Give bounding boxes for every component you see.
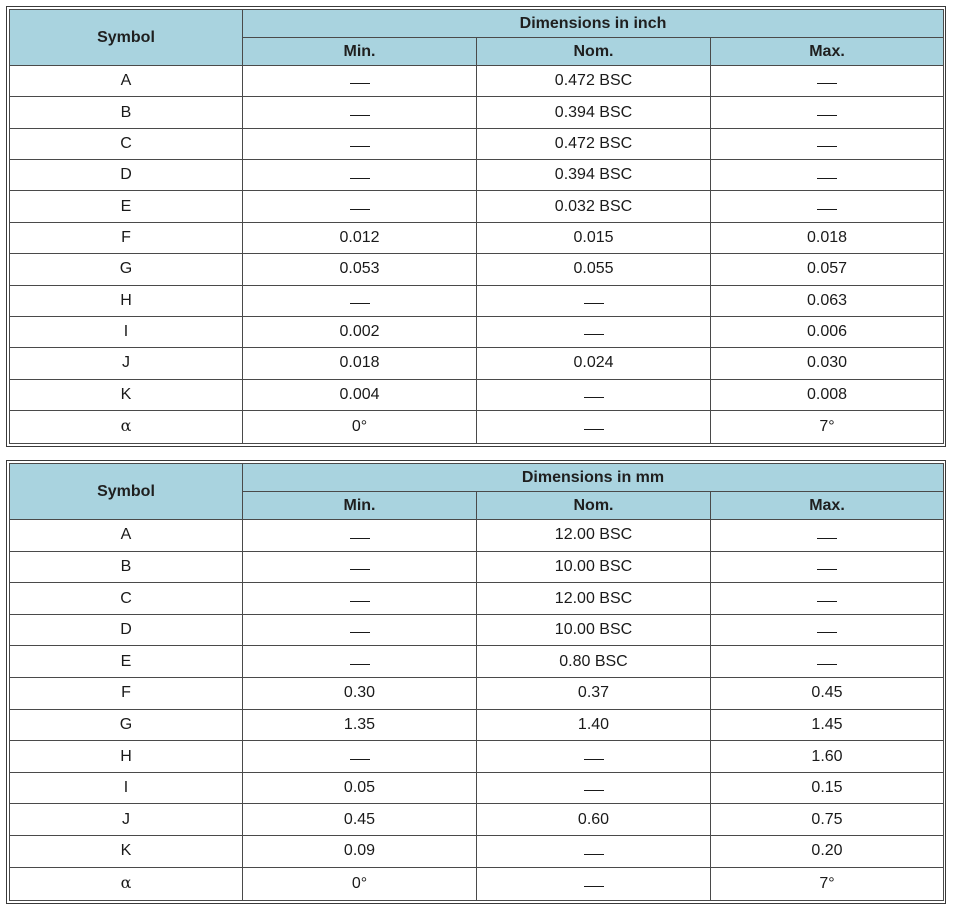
min-cell — [243, 222, 477, 253]
min-cell — [243, 804, 477, 836]
dash-mark — [817, 209, 837, 210]
min-cell — [243, 646, 477, 678]
nom-cell-text: 10.00 BSC — [554, 621, 633, 639]
symbol-cell — [10, 379, 243, 410]
max-cell — [711, 160, 944, 191]
min-cell — [243, 614, 477, 646]
table-row — [10, 160, 944, 191]
max-cell — [711, 285, 944, 316]
dash-mark — [350, 569, 370, 570]
dash-mark — [350, 209, 370, 210]
dash-mark — [817, 178, 837, 179]
table-row — [10, 222, 944, 253]
dash-mark — [817, 146, 837, 147]
max-cell-text: 0.008 — [806, 385, 848, 403]
table-row — [10, 646, 944, 678]
max-cell-text: 7° — [819, 874, 835, 892]
table-row — [10, 128, 944, 159]
symbol-cell-text: K — [120, 385, 132, 403]
min-cell-text: 0.004 — [339, 385, 380, 403]
symbol-cell-text: E — [120, 197, 132, 215]
max-cell — [711, 66, 944, 97]
symbol-cell — [10, 285, 243, 316]
min-cell-text: 0° — [351, 874, 368, 892]
dimensions-group-header: Dimensions in inch — [243, 10, 944, 38]
table-body — [10, 520, 944, 901]
max-cell — [711, 222, 944, 253]
symbol-cell — [10, 551, 243, 583]
min-cell — [243, 66, 477, 97]
max-column-header: Max. — [711, 492, 944, 520]
nom-cell — [477, 836, 711, 868]
table-row — [10, 804, 944, 836]
dash-mark — [584, 759, 604, 760]
dash-mark — [350, 303, 370, 304]
max-cell — [711, 410, 944, 443]
min-cell — [243, 128, 477, 159]
dash-mark — [350, 83, 370, 84]
min-cell-text: 0.30 — [343, 684, 376, 702]
table-row — [10, 254, 944, 285]
nom-cell — [477, 348, 711, 379]
nom-cell — [477, 709, 711, 741]
table-row — [10, 520, 944, 552]
min-cell-text: 0.018 — [339, 354, 380, 372]
nom-cell-text: 0.024 — [573, 354, 614, 372]
dash-mark — [584, 429, 604, 430]
max-cell — [711, 709, 944, 741]
min-cell — [243, 285, 477, 316]
mm-dimensions-table-frame — [6, 460, 946, 904]
nom-cell — [477, 410, 711, 443]
symbol-cell-text: α — [120, 416, 132, 436]
max-cell — [711, 772, 944, 804]
max-cell — [711, 254, 944, 285]
nom-cell-text: 0.37 — [577, 684, 610, 702]
nom-cell — [477, 97, 711, 128]
dash-mark — [817, 538, 837, 539]
table-row — [10, 316, 944, 347]
nom-cell-text: 0.80 BSC — [559, 652, 628, 670]
dash-mark — [817, 569, 837, 570]
max-cell — [711, 867, 944, 900]
symbol-cell — [10, 678, 243, 710]
max-cell — [711, 520, 944, 552]
max-cell — [711, 804, 944, 836]
symbol-cell — [10, 66, 243, 97]
table-row — [10, 191, 944, 222]
nom-cell-text: 0.394 BSC — [554, 103, 633, 121]
min-cell — [243, 316, 477, 347]
table-row — [10, 614, 944, 646]
dash-mark — [350, 759, 370, 760]
table-row — [10, 348, 944, 379]
dash-mark — [584, 303, 604, 304]
dash-mark — [817, 83, 837, 84]
max-cell — [711, 97, 944, 128]
max-cell — [711, 348, 944, 379]
min-cell-text: 0.012 — [339, 228, 380, 246]
nom-cell-text: 12.00 BSC — [554, 589, 633, 607]
symbol-cell-text: α — [120, 873, 132, 893]
table-row — [10, 772, 944, 804]
max-cell-text: 7° — [819, 417, 835, 435]
nom-cell-text: 1.40 — [577, 715, 610, 733]
symbol-cell-text: D — [120, 621, 132, 639]
max-cell — [711, 551, 944, 583]
symbol-cell-text: B — [120, 557, 132, 575]
nom-cell — [477, 614, 711, 646]
nom-cell — [477, 285, 711, 316]
nom-cell — [477, 646, 711, 678]
symbol-cell — [10, 646, 243, 678]
min-cell-text: 0.45 — [343, 810, 376, 828]
min-cell — [243, 836, 477, 868]
nom-cell — [477, 254, 711, 285]
dash-mark — [817, 632, 837, 633]
symbol-cell — [10, 410, 243, 443]
inch-dimensions-table — [9, 9, 944, 444]
min-cell-text: 0.05 — [343, 779, 376, 797]
dash-mark — [350, 146, 370, 147]
dash-mark — [350, 664, 370, 665]
table-row — [10, 97, 944, 128]
dash-mark — [350, 538, 370, 539]
max-cell — [711, 836, 944, 868]
max-cell-text: 0.063 — [806, 291, 848, 309]
max-cell — [711, 379, 944, 410]
nom-cell — [477, 741, 711, 773]
nom-column-header: Nom. — [477, 492, 711, 520]
min-cell — [243, 97, 477, 128]
dash-mark — [584, 790, 604, 791]
dash-mark — [817, 601, 837, 602]
min-cell — [243, 741, 477, 773]
nom-cell-text: 0.472 BSC — [554, 72, 633, 90]
symbol-cell — [10, 222, 243, 253]
min-cell-text: 0.053 — [339, 260, 380, 278]
dash-mark — [817, 664, 837, 665]
nom-cell-text: 12.00 BSC — [554, 526, 633, 544]
max-cell — [711, 614, 944, 646]
max-cell — [711, 741, 944, 773]
max-cell-text: 0.018 — [806, 228, 848, 246]
symbol-cell — [10, 709, 243, 741]
min-column-header: Min. — [243, 38, 477, 66]
symbol-column-header: Symbol — [10, 10, 243, 66]
symbol-cell — [10, 836, 243, 868]
symbol-cell — [10, 348, 243, 379]
min-cell-text: 0.09 — [343, 842, 376, 860]
nom-cell — [477, 66, 711, 97]
max-column-header: Max. — [711, 38, 944, 66]
nom-cell-text: 0.055 — [573, 260, 614, 278]
symbol-cell — [10, 160, 243, 191]
nom-column-header: Nom. — [477, 38, 711, 66]
symbol-cell-text: F — [121, 228, 131, 246]
max-cell — [711, 646, 944, 678]
symbol-cell-text: C — [120, 134, 132, 152]
dash-mark — [350, 632, 370, 633]
dash-mark — [350, 178, 370, 179]
nom-cell — [477, 551, 711, 583]
min-cell-text: 1.35 — [343, 715, 376, 733]
symbol-cell-text: B — [120, 103, 132, 121]
nom-cell — [477, 222, 711, 253]
min-cell — [243, 583, 477, 615]
symbol-cell — [10, 316, 243, 347]
min-cell — [243, 709, 477, 741]
symbol-cell-text: I — [123, 779, 129, 797]
symbol-cell — [10, 741, 243, 773]
nom-cell — [477, 379, 711, 410]
min-cell — [243, 520, 477, 552]
max-cell — [711, 191, 944, 222]
dash-mark — [817, 115, 837, 116]
nom-cell — [477, 520, 711, 552]
dash-mark — [350, 601, 370, 602]
mm-dimensions-table — [9, 463, 944, 901]
table-row — [10, 836, 944, 868]
table-row — [10, 583, 944, 615]
table-row — [10, 678, 944, 710]
nom-cell-text: 0.472 BSC — [554, 134, 633, 152]
min-cell — [243, 348, 477, 379]
min-cell — [243, 379, 477, 410]
symbol-cell-text: J — [122, 354, 130, 372]
table-row — [10, 410, 944, 443]
nom-cell — [477, 804, 711, 836]
max-cell-text: 0.057 — [806, 260, 848, 278]
table-row — [10, 285, 944, 316]
nom-cell — [477, 867, 711, 900]
nom-cell — [477, 128, 711, 159]
table-row — [10, 379, 944, 410]
symbol-cell-text: K — [120, 842, 132, 860]
min-cell — [243, 160, 477, 191]
min-cell-text: 0.002 — [339, 323, 380, 341]
min-cell — [243, 254, 477, 285]
dash-mark — [584, 334, 604, 335]
inch-dimensions-table-frame — [6, 6, 946, 447]
nom-cell-text: 10.00 BSC — [554, 557, 633, 575]
symbol-cell — [10, 191, 243, 222]
max-cell — [711, 583, 944, 615]
symbol-cell — [10, 804, 243, 836]
max-cell-text: 0.030 — [806, 354, 848, 372]
min-cell — [243, 410, 477, 443]
symbol-cell — [10, 128, 243, 159]
nom-cell — [477, 160, 711, 191]
table-row — [10, 741, 944, 773]
symbol-cell — [10, 772, 243, 804]
symbol-cell — [10, 97, 243, 128]
min-cell — [243, 867, 477, 900]
symbol-cell-text: H — [120, 747, 132, 765]
symbol-cell-text: J — [122, 810, 130, 828]
min-cell — [243, 191, 477, 222]
table-body — [10, 66, 944, 444]
dash-mark — [350, 115, 370, 116]
symbol-cell-text: G — [119, 260, 133, 278]
min-cell — [243, 678, 477, 710]
max-cell — [711, 128, 944, 159]
max-cell-text: 0.20 — [811, 842, 843, 860]
symbol-cell-text: I — [123, 323, 129, 341]
min-cell — [243, 551, 477, 583]
dash-mark — [584, 886, 604, 887]
symbol-cell-text: F — [121, 684, 131, 702]
dimensions-group-header: Dimensions in mm — [243, 464, 944, 492]
symbol-cell — [10, 614, 243, 646]
nom-cell — [477, 316, 711, 347]
nom-cell — [477, 191, 711, 222]
symbol-cell-text: C — [120, 589, 132, 607]
nom-cell — [477, 583, 711, 615]
max-cell-text: 0.75 — [811, 810, 843, 828]
table-row — [10, 867, 944, 900]
max-cell-text: 1.45 — [811, 715, 843, 733]
symbol-cell — [10, 867, 243, 900]
symbol-cell-text: A — [120, 72, 132, 90]
symbol-cell — [10, 583, 243, 615]
nom-cell-text: 0.015 — [573, 228, 614, 246]
symbol-cell — [10, 520, 243, 552]
dash-mark — [584, 854, 604, 855]
nom-cell-text: 0.032 BSC — [554, 197, 633, 215]
max-cell-text: 1.60 — [811, 747, 843, 765]
max-cell — [711, 678, 944, 710]
nom-cell-text: 0.60 — [577, 810, 610, 828]
nom-cell-text: 0.394 BSC — [554, 166, 633, 184]
nom-cell — [477, 678, 711, 710]
symbol-column-header: Symbol — [10, 464, 243, 520]
max-cell — [711, 316, 944, 347]
min-cell-text: 0° — [351, 417, 368, 435]
symbol-cell-text: D — [120, 166, 132, 184]
max-cell-text: 0.006 — [806, 323, 848, 341]
max-cell-text: 0.15 — [811, 779, 843, 797]
nom-cell — [477, 772, 711, 804]
symbol-cell — [10, 254, 243, 285]
min-column-header: Min. — [243, 492, 477, 520]
table-row — [10, 709, 944, 741]
symbol-cell-text: E — [120, 652, 132, 670]
dash-mark — [584, 397, 604, 398]
max-cell-text: 0.45 — [811, 684, 843, 702]
symbol-cell-text: H — [120, 291, 132, 309]
table-row — [10, 551, 944, 583]
symbol-cell-text: G — [119, 715, 133, 733]
table-row — [10, 66, 944, 97]
symbol-cell-text: A — [120, 526, 132, 544]
min-cell — [243, 772, 477, 804]
